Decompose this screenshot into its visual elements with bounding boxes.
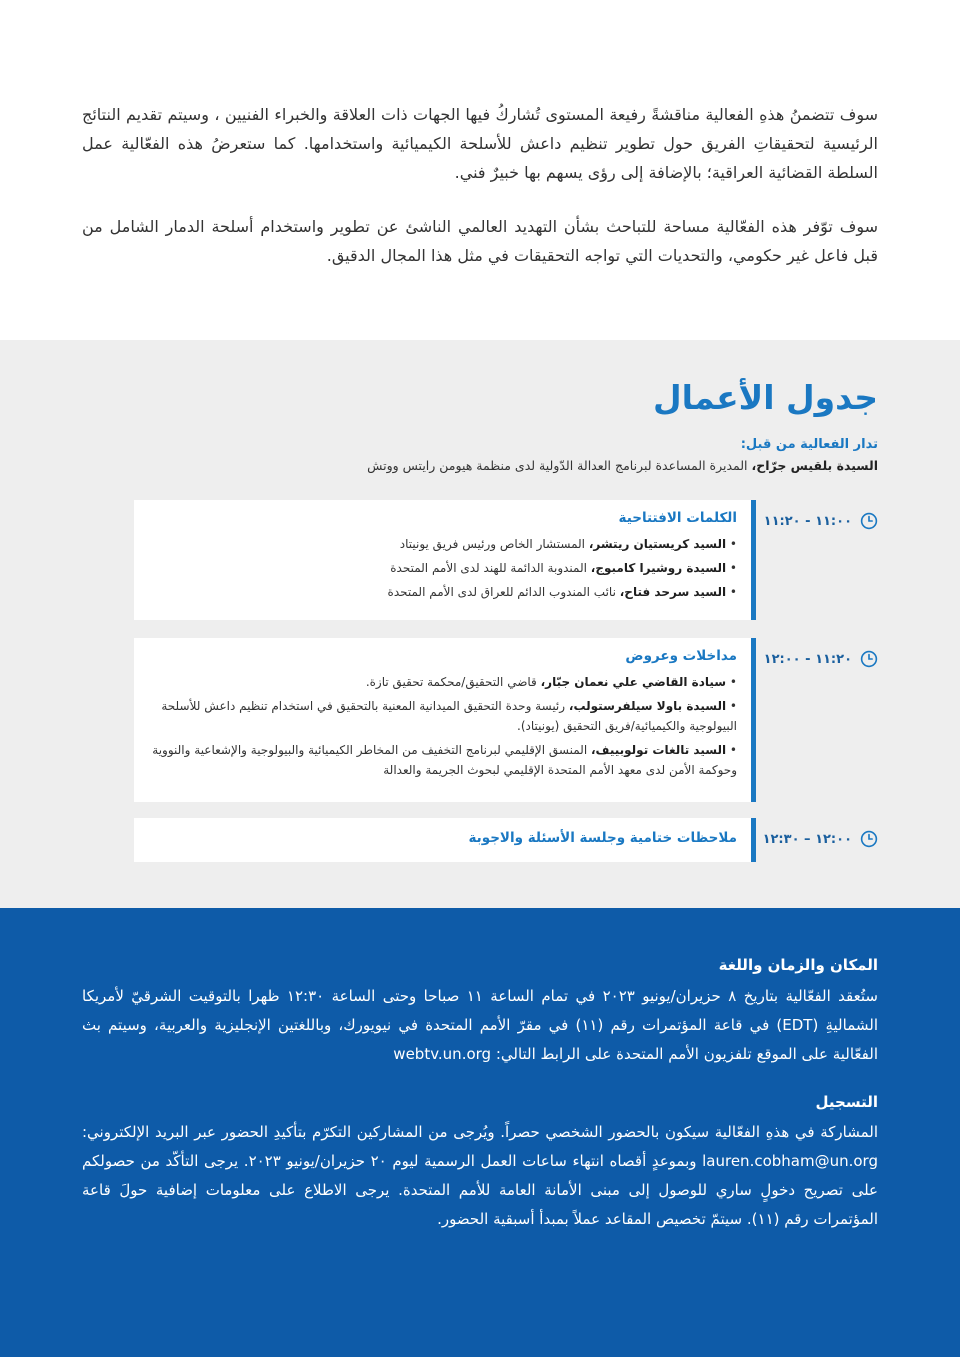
venue-section [0,908,960,1357]
session-title: الكلمات الافتتاحية [618,510,737,526]
session-card [134,638,756,802]
agenda-title: جدول الأعمال [652,378,878,417]
speaker-list [150,534,737,602]
moderator-role: المديرة المساعدة لبرنامج العدالة الدّولية لدى منظمة هيومن رايتس ووتش [367,458,752,473]
session-time-text: ١١:٢٠ - ١٢:٠٠ [763,651,852,667]
moderator-line [367,458,878,473]
speaker-role: المستشار الخاص ورئيس فريق يونيتاد [399,537,589,551]
speaker-name: سيادة القاضي علي نعمان جبّار، [540,675,727,689]
speaker-role: رئيسة وحدة التحقيق الميدانية المعنية بالتحقيق في استخدام تنظيم داعش للأسلحة البيولوجية والكيميائية/فريق التحقيق (يونيتاد). [161,699,737,733]
registration-body-end: وبموعدٍ أقصاه انتهاء ساعات العمل الرسمية ليوم ٢٠ حزيران/يونيو ٢٠٢٣. يرجى التأكّد من حصولكم على تصريح دخولٍ ساري للوصول إلى مبنى الأمانة العامة للأمم المتحدة. يرجى الاطلاع على معلومات إضافية حولَ قاعة المؤتمرات رقم (١١). سيتمّ تخصيص المقاعد عملاً بمبدأ أسبقية الحضور. [82,1152,878,1228]
speaker-role: نائب المندوب الدائم للعراق لدى الأمم المتحدة [387,585,620,599]
list-item [150,740,737,780]
speaker-name: السيدة باولا سيلفرستولب، [568,699,727,713]
intro-paragraph-2: سوف توّفر هذه الفعّالية مساحة للتباحث بشأن التهديد العالمي الناشئ عن تطوير واستخدام أسلحة الدمار الشامل من قبل فاعل غير حكومي، والتحديات التي تواجه التحقيقات في مثل هذا المجال الدقيق. [82,217,878,265]
session-title: مداخلات وعروض [625,648,737,664]
moderator-label: تدار الفعالية من قبل: [740,437,878,452]
session-time [756,500,878,530]
list-item [150,558,737,578]
speaker-name: السيد تالغات تولوبييف، [591,743,727,757]
agenda-session-presentations [134,638,878,802]
session-title: ملاحظات ختامية وجلسة الأسئلة والاجوبة [468,830,737,846]
clock-icon [860,512,878,530]
session-card [134,500,756,620]
webtv-link[interactable]: webtv.un.org [393,1045,492,1063]
clock-icon [860,830,878,848]
speaker-name: السيدة روشيرا كامبوج، [590,561,727,575]
session-time-text: ١٢:٠٠ – ١٢:٣٠ [762,831,852,847]
registration-heading: التسجيل [815,1093,878,1111]
venue-body: ستُعقد الفعّالية بتاريخ ٨ حزيران/يونيو ٢٠٢٣ في تمام الساعة ١١ صباحا وحتى الساعة ١٢:٣٠ ظهرا بالتوقيت الشرقيّ لأمريكا الشماليةِ (EDT) في قاعة المؤتمرات رقم (١١) في مقرّ الأمم المتحدة في نيويورك، وباللغتين الإنجليزية والعربية، وسيتم بث الفعّالية على الموقع تلفزيون الأمم المتحدة على الرابط التالي: [82,987,878,1063]
agenda-session-opening [134,500,878,620]
list-item [150,696,737,736]
session-time [756,818,878,848]
moderator-name: السيدة بلقيس جرّاح، [751,458,878,473]
agenda-session-closing [134,818,878,862]
venue-heading: المكان والزمان واللغة [718,956,878,974]
session-time [756,638,878,668]
agenda-section [0,340,960,908]
registration-email-link[interactable]: lauren.cobham@un.org [702,1152,878,1170]
registration-body-start: المشاركة في هذهِ الفعّالية سيكون بالحضور الشخصي حصراً. ويُرجى من المشاركين التكرّم بتأكيدِ الحضور عبر البريد الإلكتروني: [82,1123,878,1141]
registration-text [82,1118,878,1234]
speaker-list [150,672,737,780]
session-card [134,818,756,862]
session-time-text: ١١:٠٠ - ١١:٢٠ [763,513,852,529]
intro-section [0,0,960,340]
speaker-name: السيد كريستيان ريتشر، [588,537,727,551]
clock-icon [860,650,878,668]
list-item [150,672,737,692]
speaker-role: قاضي التحقيق/محكمة تحقيق تازة. [365,675,541,689]
speaker-name: السيد سرحد فتاح، [619,585,727,599]
speaker-role: المنسق الإقليمي لبرنامج التخفيف من المخاطر الكيميائية والبيولوجية والإشعاعية والنووية وحوكمة الأمن لدى معهد الأمم المتحدة الإقليمي لبحوث الجريمة والعدالة [152,743,737,777]
list-item [150,534,737,554]
speaker-role: المندوبة الدائمة للهند لدى الأمم المتحدة [390,561,591,575]
venue-text [82,982,878,1069]
intro-paragraph-1: سوف تتضمنُ هذهِ الفعالية مناقشةً رفيعة المستوى تُشاركُ فيها الجهات ذات العلاقة والخبراء الفنيين ، وسيتم تقديم النتائج الرئيسية لتحقيقاتِ الفريق حول تطوير تنظيم داعش للأسلحة الكيميائية واستخدامها. كما ستعرضُ هذه الفعّالية عمل السلطة القضائية العراقية؛ بالإضافة إلى رؤى يسهم بها خبيرٌ فني. [82,105,878,182]
list-item [150,582,737,602]
